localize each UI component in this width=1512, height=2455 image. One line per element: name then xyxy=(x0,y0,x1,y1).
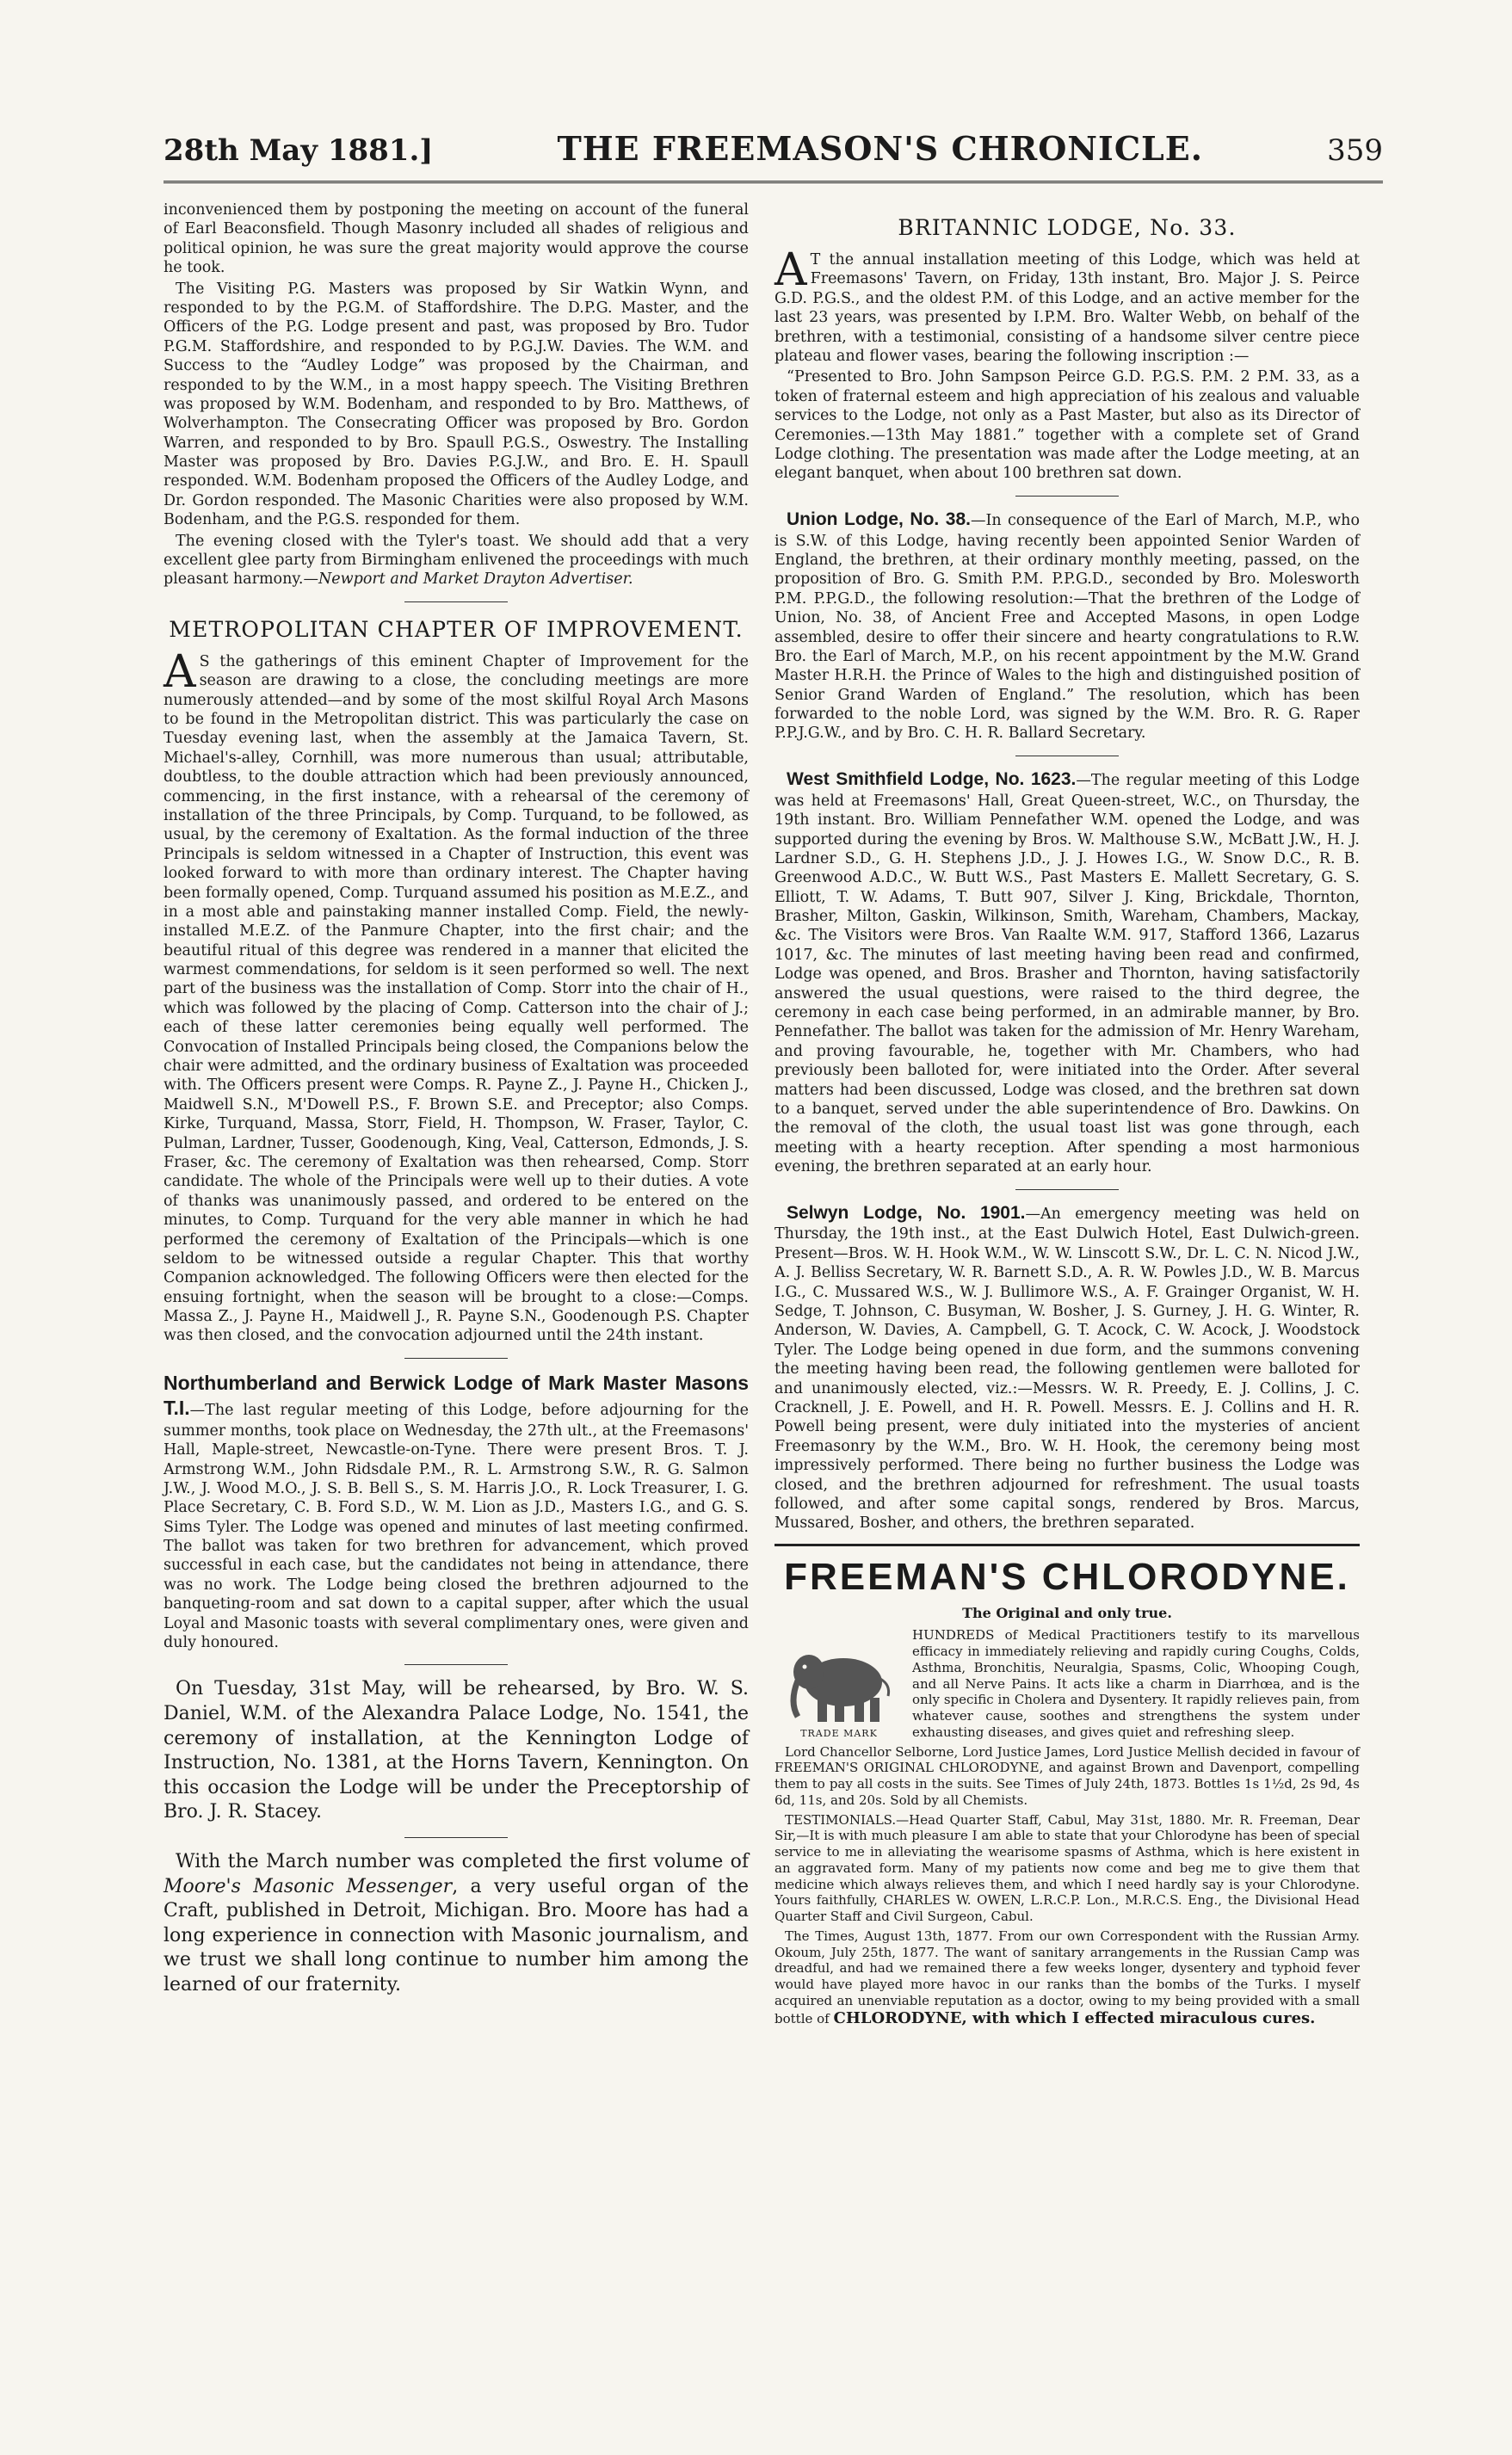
union-article xyxy=(775,509,1360,743)
smithfield-article xyxy=(775,768,1360,1177)
section-divider xyxy=(404,1837,508,1838)
ad-subtitle: The Original and only true. xyxy=(962,1604,1172,1621)
section-divider xyxy=(404,1358,508,1359)
selwyn-text: —An emergency meeting was held on Thursday, the 19th inst., at the East Dulwich Hotel, East Dulwich-green. Present—Bros. W. H. Hook W.M., W. W. Linscott S.W., Dr. L. C. N. Nicod J.W., A. J. Belliss Secretary, W. R. Barnett S.D., A. R. W. Powles J.D., W. B. Marcus I.G., C. Mussared W.S., W. J. Bullimore W.S., A. F. Grainger Organist, W. H. Sedge, T. Johnson, C. Busyman, W. Bosher, J. S. Gurney, J. H. G. Winter, R. Anderson, W. Davies, A. Campbell, G. T. Acock, C. W. Acock, J. Woodstock Tyler. The Lodge being opened in due form, and the summons convening the meeting having been read, the following gentlemen were balloted for and unanimously elected, viz.:—Messrs. W. R. Preedy, E. J. Collins, J. C. Cracknell, J. E. Powell, and H. R. Powell. Messrs. E. J. Collins and H. R. Powell being present, were duly initiated into the mysteries of ancient Freemasonry by the W.M., Bro. W. H. Hook, the ceremony being most impressively performed. There being no further business the Lodge was closed, and the brethren adjourned for refreshment. The usual toasts followed, and after some capital songs, rendered by Bros. Marcus, Mussared, Bosher, and others, the brethren separated. xyxy=(775,1205,1360,1533)
ad-closing: CHLORODYNE, with which I effected miraculous cures. xyxy=(833,2008,1316,2027)
intro-source: Newport and Market Drayton Advertiser. xyxy=(318,571,633,589)
trademark-label: TRADE MARK xyxy=(800,1727,878,1739)
chapter-heading: METROPOLITAN CHAPTER OF IMPROVEMENT. xyxy=(169,616,744,642)
section-divider xyxy=(404,1664,508,1665)
union-text: —In consequence of the Earl of March, M.P., who is S.W. of this Lodge, having recently been appointed Senior Warden of England, the brethren, at their ordinary monthly meeting, passed, on the proposition of Bro. G. Smith P.M. P.P.G.D., seconded by Bro. Molesworth P.M. P.P.G.D., the following resolution:—That the brethren of the Lodge of Union, No. 38, of Ancient Free and Accepted Masons, in open Lodge assembled, desire to offer their sincere and hearty congratulations to R.W. Bro. the Earl of March, M.P., on his recent appointment by the M.W. Grand Master H.R.H. the Prince of Wales to the high and distinguished position of Senior Grand Warden of England.” The resolution, which has been forwarded to the noble Lord, was signed by the W.M. Bro. R. G. Raper P.P.J.G.W., and by Bro. C. H. R. Ballard Secretary. xyxy=(775,511,1360,743)
left-column xyxy=(164,200,749,2032)
smithfield-text: —The regular meeting of this Lodge was held at Freemasons' Hall, Great Queen-street, W.C., on Thursday, the 19th instant. Bro. William Pennefather W.M. opened the Lodge, and was supported during the evening by Bros. W. Malthouse S.W., McBatt J.W., H. J. Lardner S.D., G. H. Stephens J.D., J. J. Howes I.G., W. Snow D.C., R. B. Greenwood A.D.C., W. Butt W.S., Past Masters E. Mallett Secretary, G. S. Elliott, T. W. Adams, T. Butt 907, Silver J. King, Brickdale, Thornton, Brasher, Milton, Gaskin, Wilkinson, Smith, Wareham, Chambers, Mackay, &c. The Visitors were Bros. Van Raalte W.M. 917, Stafford 1366, Lazarus 1017, &c. The minutes of last meeting having been read and confirmed, Lodge was opened, and Bros. Brasher and Thornton, having satisfactorily answered the usual questions, were raised to the third degree, the ceremony in each case being performed, in an admirable manner, by Bro. Pennefather. The ballot was taken for the admission of Mr. Henry Wareham, and proving favourable, he, together with Mr. Chambers, who had previously been balloted for, were initiated into the Order. After several matters had been discussed, Lodge was closed, and the brethren sat down to a banquet, served under the able superintendence of Bro. Dawkins. On the removal of the cloth, the usual toast list was gone through, each meeting with a hearty reception. After spending a most harmonious evening, the brethren separated at an early hour. xyxy=(775,771,1360,1176)
union-heading: Union Lodge, No. 38. xyxy=(787,509,971,529)
intro-paragraph xyxy=(164,532,749,589)
rehearsal-notice: On Tuesday, 31st May, will be rehearsed, by Bro. W. S. Daniel, W.M. of the Alexandra Palace Lodge, No. 1541, the ceremony of installation, at the Kennington Lodge of Instruction, No. 1381, at the Horns Tavern, Kennington. On this occasion the Lodge will be under the Preceptorship of Bro. J. R. Stacey. xyxy=(164,1678,749,1823)
section-divider xyxy=(404,601,508,602)
northumberland-heading: Northumberland and Berwick Lodge of Mark Master Masons T.I. xyxy=(164,1371,749,1420)
smithfield-heading: West Smithfield Lodge, No. 1623. xyxy=(787,768,1077,789)
britannic-quote: “Presented to Bro. John Sampson Peirce G.D. P.G.S. P.M. 2 P.M. 33, as a token of fraternal esteem and high appreciation of his zealous and valuable services to the Lodge, not only as a Past Master, but also as its Director of Ceremonies.—13th May 1881.” together with a complete set of Grand Lodge clothing. The presentation was made after the Lodge meeting, at an elegant banquet, when about 100 brethren sat down. xyxy=(775,368,1360,483)
messenger-text-2: , a very useful organ of the Craft, published in Detroit, Michigan. Bro. Moore has had a long experience in connection with Masonic journalism, and we trust we shall long continue to number him among the learned of our fraternity. xyxy=(164,1875,750,1995)
elephant-trademark-icon xyxy=(775,1627,904,1739)
messenger-text-1: With the March number was completed the first volume of xyxy=(176,1851,749,1872)
ad-paragraph-text: The Times, August 13th, 1877. From our own Correspondent with the Russian Army. Okoum, July 25th, 1877. The want of sanitary arrangements in the Russian Camp was dreadful, and had we remained there a few weeks longer, dysentery and typhoid fever would have played more havoc in our ranks than the bombs of the Turks. I myself acquired an unenviable reputation as a doctor, owing to my being provided with a small bottle of xyxy=(775,1928,1360,2026)
section-divider xyxy=(1015,1189,1119,1190)
ad-paragraph: TESTIMONIALS.—Head Quarter Staff, Cabul, May 31st, 1880. Mr. R. Freeman, Dear Sir,—It is with much pleasure I am able to state that your Chlorodyne has been of special service to me in alleviating the wearisome spasms of Asthma, which is here existent in an aggravated form. Many of my patients now come and beg me to give them that medicine which always relieves them, and which I need hardly say is your Chlorodyne. Yours faithfully, CHARLES W. OWEN, L.R.C.P. Lon., M.R.C.S. Eng., the Divisional Head Quarter Staff and Civil Surgeon, Cabul. xyxy=(775,1811,1360,1925)
messenger-title: Moore's Masonic Messenger xyxy=(164,1875,453,1897)
ad-paragraph xyxy=(775,1928,1360,2028)
northumberland-article xyxy=(164,1371,749,1653)
ad-top xyxy=(775,1627,1360,1743)
ad-body-text: HUNDREDS of Medical Practitioners testify to its marvellous efficacy in immediately relieving and rapidly curing Coughs, Colds, Asthma, Bronchitis, Neuralgia, Spasms, Colic, Whooping Cough, and all Nerve Pains. It acts like a charm in Diarrhœa, and is the only specific in Cholera and Dysentery. It rapidly relieves pain, from whatever cause, soothes and strengthens the system under exhausting diseases, and gives quiet and refreshing sleep. xyxy=(912,1627,1360,1740)
ad-title: FREEMAN'S CHLORODYNE. xyxy=(775,1544,1360,1601)
intro-paragraph: The Visiting P.G. Masters was proposed by Sir Watkin Wynn, and responded to by the P.G.M. of Staffordshire. The D.P.G. Master, and the Officers of the P.G. Lodge present and past, was proposed by Bro. Tudor P.G.M. Staffordshire, and responded to by P.G.J.W. Davies. The W.M. and Success to the “Audley Lodge” was proposed by the Chairman, and responded to by the W.M., in a most happy speech. The Visiting Brethren was proposed by W.M. Bodenham, and responded to by Bro. Matthews, of Wolverhampton. The Consecrating Officer was proposed by Bro. Gordon Warren, and responded to by Bro. Spaull P.G.S., Oswestry. The Installing Master was proposed by Bro. Davies P.G.J.W., and Bro. E. H. Spaull responded. W.M. Bodenham proposed the Officers of the Audley Lodge, and Dr. Gordon responded. The Masonic Charities were also proposed by W.M. Bodenham, and the P.G.S. responded for them. xyxy=(164,280,749,529)
intro-closing: The evening closed with the Tyler's toast. We should add that a very excellent glee party from Birmingham enlivened the proceedings with much pleasant harmony.— xyxy=(164,532,749,589)
selwyn-heading: Selwyn Lodge, No. 1901. xyxy=(787,1202,1026,1223)
intro-paragraph: inconvenienced them by postponing the meeting on account of the funeral of Earl Beaconsfield. Though Masonry included all shades of religious and political opinion, he was sure the great majority would approve the course he took. xyxy=(164,201,749,277)
chlorodyne-advertisement xyxy=(775,1627,1360,2028)
columns xyxy=(164,200,1383,2032)
britannic-heading: BRITANNIC LODGE, No. 33. xyxy=(898,215,1237,240)
chapter-article: AS the gatherings of this eminent Chapter of Improvement for the season are drawing to a close, the concluding meetings are more numerously attended—and by some of the most skilful Royal Arch Masons to be found in the Metropolitan district. This was particularly the case on Tuesday evening last, when the assembly at the Jamaica Tavern, St. Michael's-alley, Cornhill, was more numerous than usual; attributable, doubtless, to the double attraction which had been previously announced, commencing, in the first instance, with a rehearsal of the ceremony of installation of the three Principals, by Comp. Turquand, to be followed, as usual, by the ceremony of Exaltation. As the formal induction of the three Principals is seldom witnessed in a Chapter of Instruction, this event was looked forward to with more than ordinary interest. The Chapter having been formally opened, Comp. Turquand assumed his position as M.E.Z., and in a most able and painstaking manner installed Comp. Field, the newly-installed M.E.Z. of the Panmure Chapter, into the first chair; and the beautiful ritual of this degree was rendered in a manner that elicited the warmest commendations, for seldom is it seen performed so well. The next part of the business was the installation of Comp. Storr into the chair of H., which was followed by the placing of Comp. Catterson into the chair of J.; each of these latter ceremonies being equally well performed. The Convocation of Installed Principals being closed, the Companions below the chair were admitted, and the ordinary business of Exaltation was proceeded with. The Officers present were Comps. R. Payne Z., J. Payne H., Chicken J., Maidwell S.N., M'Dowell P.S., F. Brown S.E. and Preceptor; also Comps. Kirke, Turquand, Massa, Storr, Field, H. Thompson, W. Fraser, Taylor, C. Pulman, Lardner, Tusser, Goodenough, King, Veal, Catterson, Edmonds, J. S. Fraser, &c. The ceremony of Exaltation was then rehearsed, Comp. Storr candidate. The whole of the Principals were well up to their duties. A vote of thanks was unanimously passed, and ordered to be entered on the minutes, to Comp. Turquand for the very able manner in which he had performed the ceremony of Exaltation of the Principals—which is one seldom to be witnessed outside a regular Chapter. This that worthy Companion acknowledged. The following Officers were then elected for the ensuing fortnight, when the season will be brought to a close:—Comps. Massa Z., J. Payne H., Maidwell J., R. Payne S.N., Goodenough P.S. Chapter was then closed, and the convocation adjourned until the 24th instant. xyxy=(164,645,749,1345)
page-number: 359 xyxy=(1327,133,1383,168)
section-divider xyxy=(1015,496,1119,497)
northumberland-text: —The last regular meeting of this Lodge, before adjourning for the summer months, took place on Wednesday, the 27th ult., at the Freemasons' Hall, Maple-street, Newcastle-on-Tyne. There were present Bros. T. J. Armstrong W.M., John Ridsdale P.M., R. L. Armstrong S.W., R. G. Salmon J.W., J. Wood M.O., J. S. B. Bell S., S. M. Harris J.O., R. Lock Treasurer, I. G. Place Secretary, C. B. Ford S.D., W. M. Lion as J.D., Masters I.G., and G. S. Sims Tyler. The Lodge was opened and minutes of last meeting confirmed. The ballot was taken for two brethren for advancement, which proved successful in each case, but the candidates not being in attendance, there was no work. The Lodge being closed the brethren adjourned to the banqueting-room and sat down to a capital supper, after which the usual Loyal and Masonic toasts with several complimentary ones, were given and duly honoured. xyxy=(164,1402,749,1652)
elephant-icon xyxy=(779,1638,899,1728)
britannic-article: AT the annual installation meeting of this Lodge, which was held at Freemasons' Tavern, on Friday, 13th instant, Bro. Major J. S. Peirce G.D. P.G.S., and the oldest P.M. of this Lodge, and an active member for the last 23 years, was presented by I.P.M. Bro. Walter Webb, on behalf of the brethren, with a testimonial, consisting of a handsome silver centre piece plateau and flower vases, bearing the following inscription :— xyxy=(775,244,1360,365)
issue-date: 28th May 1881.] xyxy=(164,133,434,168)
ad-paragraph: Lord Chancellor Selborne, Lord Justice James, Lord Justice Mellish decided in favour of FREEMAN'S ORIGINAL CHLORODYNE, and against Brown and Davenport, compelling them to pay all costs in the suits. See Times of July 24th, 1873. Bottles 1s 1½d, 2s 9d, 4s 6d, 11s, and 20s. Sold by all Chemists. xyxy=(775,1743,1360,1808)
publication-title: THE FREEMASON'S CHRONICLE. xyxy=(557,129,1203,168)
selwyn-article xyxy=(775,1202,1360,1533)
right-column xyxy=(775,200,1360,2032)
masthead xyxy=(164,129,1383,183)
messenger-notice xyxy=(164,1850,749,1998)
